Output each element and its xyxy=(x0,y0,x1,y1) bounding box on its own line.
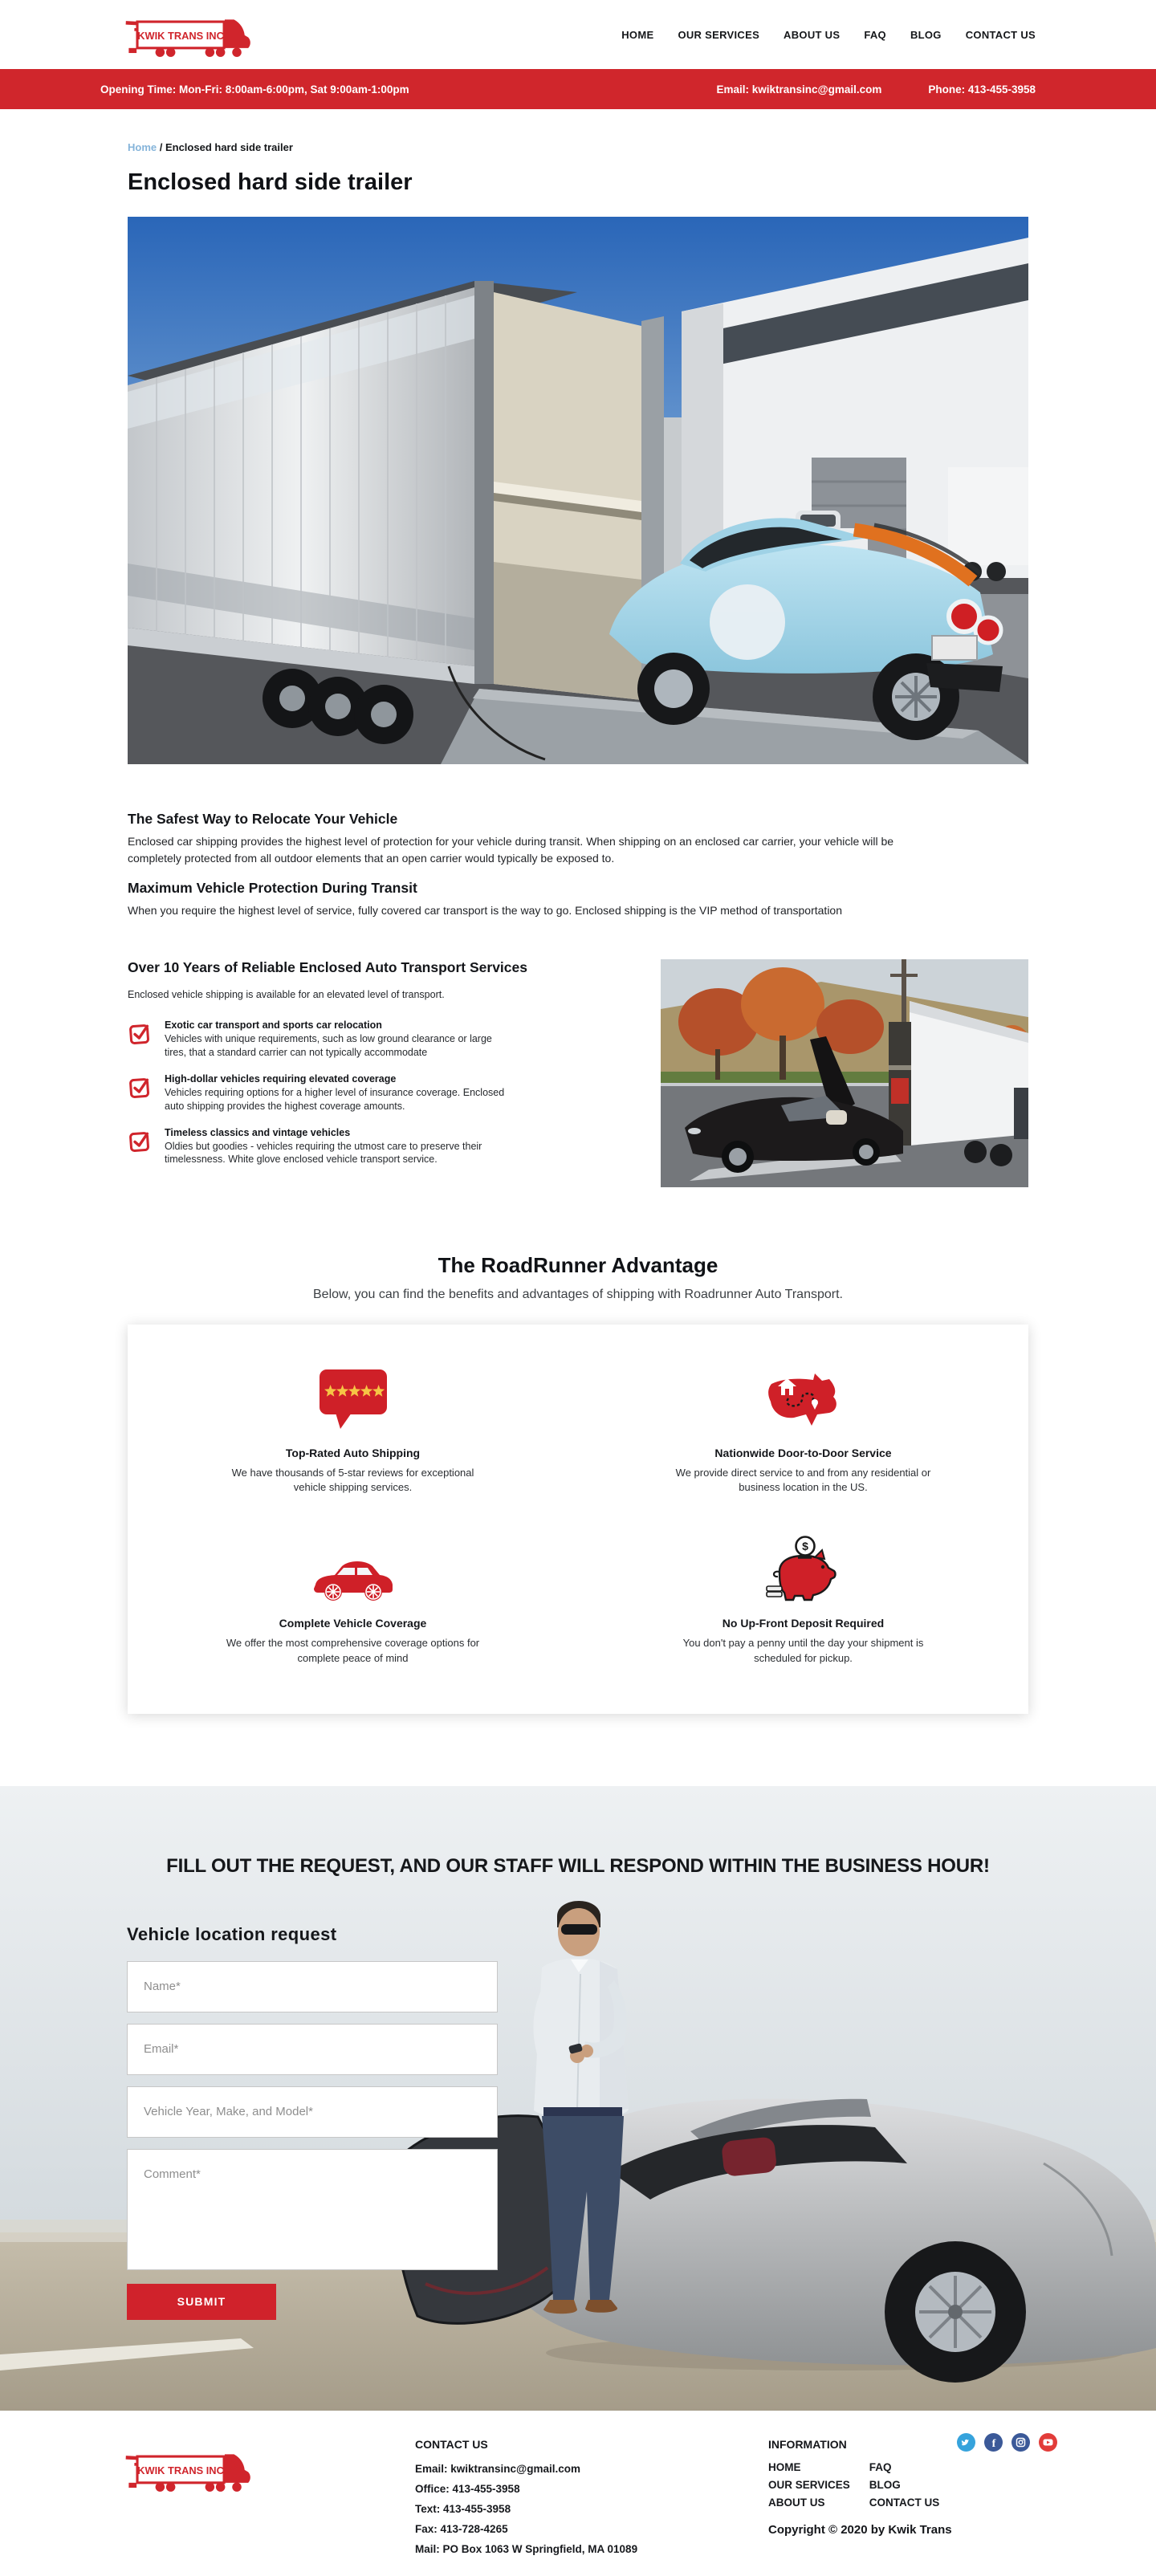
facebook-icon[interactable] xyxy=(984,2433,1003,2452)
topbar-email[interactable]: Email: kwiktransinc@gmail.com xyxy=(716,83,882,96)
feature-body: We have thousands of 5-star reviews for exceptional vehicle shipping services. xyxy=(231,1467,474,1494)
feature-top-rated xyxy=(128,1366,578,1495)
footer-link-our-services[interactable]: OUR SERVICES xyxy=(768,2478,850,2491)
comment-field[interactable] xyxy=(127,2149,498,2270)
footer-contact-heading: CONTACT US xyxy=(415,2437,488,2451)
breadcrumb-separator: / xyxy=(157,141,165,153)
topbar-phone[interactable]: Phone: 413-455-3958 xyxy=(928,83,1036,96)
red-checkbox-icon xyxy=(128,1073,152,1113)
feature-title: No Up-Front Deposit Required xyxy=(722,1617,885,1630)
service-item-title: High-dollar vehicles requiring elevated coverage xyxy=(165,1072,397,1085)
request-section xyxy=(0,1786,1156,2411)
red-checkbox-icon xyxy=(128,1127,152,1167)
twitter-icon[interactable] xyxy=(957,2433,975,2452)
advantage-card xyxy=(128,1325,1028,1714)
footer-link-about-us[interactable]: ABOUT US xyxy=(768,2496,825,2509)
footer-contact-office: Office: 413-455-3958 xyxy=(415,2482,520,2495)
footer-contact-fax: Fax: 413-728-4265 xyxy=(415,2522,508,2535)
breadcrumb-current: Enclosed hard side trailer xyxy=(165,141,293,153)
services-heading: Over 10 Years of Reliable Enclosed Auto Transport Services xyxy=(128,959,527,975)
nav-faq[interactable]: FAQ xyxy=(864,28,886,41)
truck-logo-icon xyxy=(120,10,285,59)
nav-our-services[interactable]: OUR SERVICES xyxy=(678,28,760,41)
truck-logo-icon xyxy=(120,2444,285,2494)
services-list xyxy=(128,1019,625,1166)
hero-image-enclosed-trailer xyxy=(128,217,1028,764)
red-checkbox-icon xyxy=(128,1019,152,1060)
copyright: Copyright © 2020 by Kwik Trans xyxy=(768,2522,952,2537)
svg-text:f: f xyxy=(991,2437,996,2450)
footer-information-heading: INFORMATION xyxy=(768,2437,847,2451)
feature-title: Nationwide Door-to-Door Service xyxy=(714,1447,892,1459)
services-section xyxy=(128,959,1028,1187)
services-subtext: Enclosed vehicle shipping is available for an elevated level of transport. xyxy=(128,989,445,1000)
service-item-title: Exotic car transport and sports car relocation xyxy=(165,1019,382,1031)
advantage-section xyxy=(128,1253,1028,1714)
email-field[interactable] xyxy=(127,2024,498,2075)
service-item-body: Oldies but goodies - vehicles requiring the utmost care to preserve their timelessness. White glove enclosed vehicle transport service. xyxy=(165,1140,482,1166)
svg-text:$: $ xyxy=(801,1540,808,1553)
feature-nationwide xyxy=(578,1366,1028,1495)
brand-name: KWIK TRANS INC xyxy=(137,30,224,43)
footer-brand-logo[interactable] xyxy=(120,2444,285,2494)
vehicle-field[interactable] xyxy=(127,2086,498,2138)
submit-button[interactable]: SUBMIT xyxy=(127,2284,276,2320)
feature-coverage xyxy=(128,1536,578,1665)
info-topbar xyxy=(0,69,1156,109)
main-nav xyxy=(621,29,1036,41)
intro-section xyxy=(128,811,1028,919)
footer-link-faq[interactable]: FAQ xyxy=(869,2460,892,2473)
nav-contact-us[interactable]: CONTACT US xyxy=(965,28,1036,41)
side-image-i8-loading xyxy=(661,959,1028,1187)
advantage-subheading: Below, you can find the benefits and advantages of shipping with Roadrunner Auto Transport. xyxy=(313,1288,843,1301)
advantage-heading: The RoadRunner Advantage xyxy=(438,1253,718,1277)
service-item-body: Vehicles requiring options for a higher level of insurance coverage. Enclosed auto shipping provides the highest coverage amounts. xyxy=(165,1086,505,1112)
breadcrumb xyxy=(128,141,1028,153)
list-item xyxy=(128,1073,625,1113)
breadcrumb-home-link[interactable]: Home xyxy=(128,141,157,153)
vehicle-location-request-form xyxy=(127,1924,498,2320)
request-banner-heading: FILL OUT THE REQUEST, AND OUR STAFF WILL RESPOND WITHIN THE BUSINESS HOUR! xyxy=(166,1854,990,1877)
feature-body: You don't pay a penny until the day your shipment is scheduled for pickup. xyxy=(682,1637,924,1664)
list-item xyxy=(128,1127,625,1167)
five-star-review-icon xyxy=(311,1366,395,1434)
nav-home[interactable]: HOME xyxy=(621,28,654,41)
form-title: Vehicle location request xyxy=(127,1923,337,1944)
intro-body-1: Enclosed car shipping provides the highest level of protection for your vehicle during transit. When shipping on an enclosed car carrier, your vehicle will be completely protected from all outdoor elements that an open carrier would typically be exposed to. xyxy=(128,835,894,865)
feature-title: Complete Vehicle Coverage xyxy=(279,1617,427,1630)
service-item-body: Vehicles with unique requirements, such as low ground clearance or large tires, that a standard carrier can not typically accommodate xyxy=(165,1033,492,1058)
brand-name: KWIK TRANS INC xyxy=(137,2464,224,2476)
list-item xyxy=(128,1019,625,1060)
page-title: Enclosed hard side trailer xyxy=(128,169,413,195)
youtube-icon[interactable] xyxy=(1039,2433,1057,2452)
service-item-title: Timeless classics and vintage vehicles xyxy=(165,1126,351,1138)
feature-title: Top-Rated Auto Shipping xyxy=(285,1447,421,1459)
footer-link-blog[interactable]: BLOG xyxy=(869,2478,901,2491)
footer-contact xyxy=(415,2438,637,2559)
intro-heading-2: Maximum Vehicle Protection During Transit xyxy=(128,880,417,896)
footer-contact-text: Text: 413-455-3958 xyxy=(415,2502,511,2515)
feature-body: We provide direct service to and from any residential or business location in the US. xyxy=(675,1467,931,1494)
footer-contact-mail: Mail: PO Box 1063 W Springfield, MA 01089 xyxy=(415,2542,638,2555)
site-footer xyxy=(0,2411,1156,2576)
intro-heading-1: The Safest Way to Relocate Your Vehicle xyxy=(128,811,398,827)
feature-body: We offer the most comprehensive coverage options for complete peace of mind xyxy=(226,1637,480,1664)
brand-logo[interactable] xyxy=(120,10,285,59)
name-field[interactable] xyxy=(127,1961,498,2012)
red-car-icon xyxy=(309,1536,397,1604)
footer-contact-email[interactable]: Email: kwiktransinc@gmail.com xyxy=(415,2462,580,2475)
feature-no-deposit xyxy=(578,1536,1028,1665)
us-map-door-to-door-icon xyxy=(762,1366,845,1434)
nav-blog[interactable]: BLOG xyxy=(910,28,942,41)
instagram-icon[interactable] xyxy=(1012,2433,1030,2452)
site-header xyxy=(0,0,1156,69)
intro-body-2: When you require the highest level of service, fully covered car transport is the way to go. Enclosed shipping is the VIP method of transportation xyxy=(128,904,842,917)
footer-information xyxy=(768,2438,939,2512)
footer-link-contact-us[interactable]: CONTACT US xyxy=(869,2496,940,2509)
piggy-bank-icon xyxy=(762,1536,845,1604)
nav-about-us[interactable]: ABOUT US xyxy=(784,28,841,41)
footer-social xyxy=(957,2433,1057,2452)
footer-link-home[interactable]: HOME xyxy=(768,2460,801,2473)
opening-hours: Opening Time: Mon-Fri: 8:00am-6:00pm, Sat 9:00am-1:00pm xyxy=(100,83,409,96)
